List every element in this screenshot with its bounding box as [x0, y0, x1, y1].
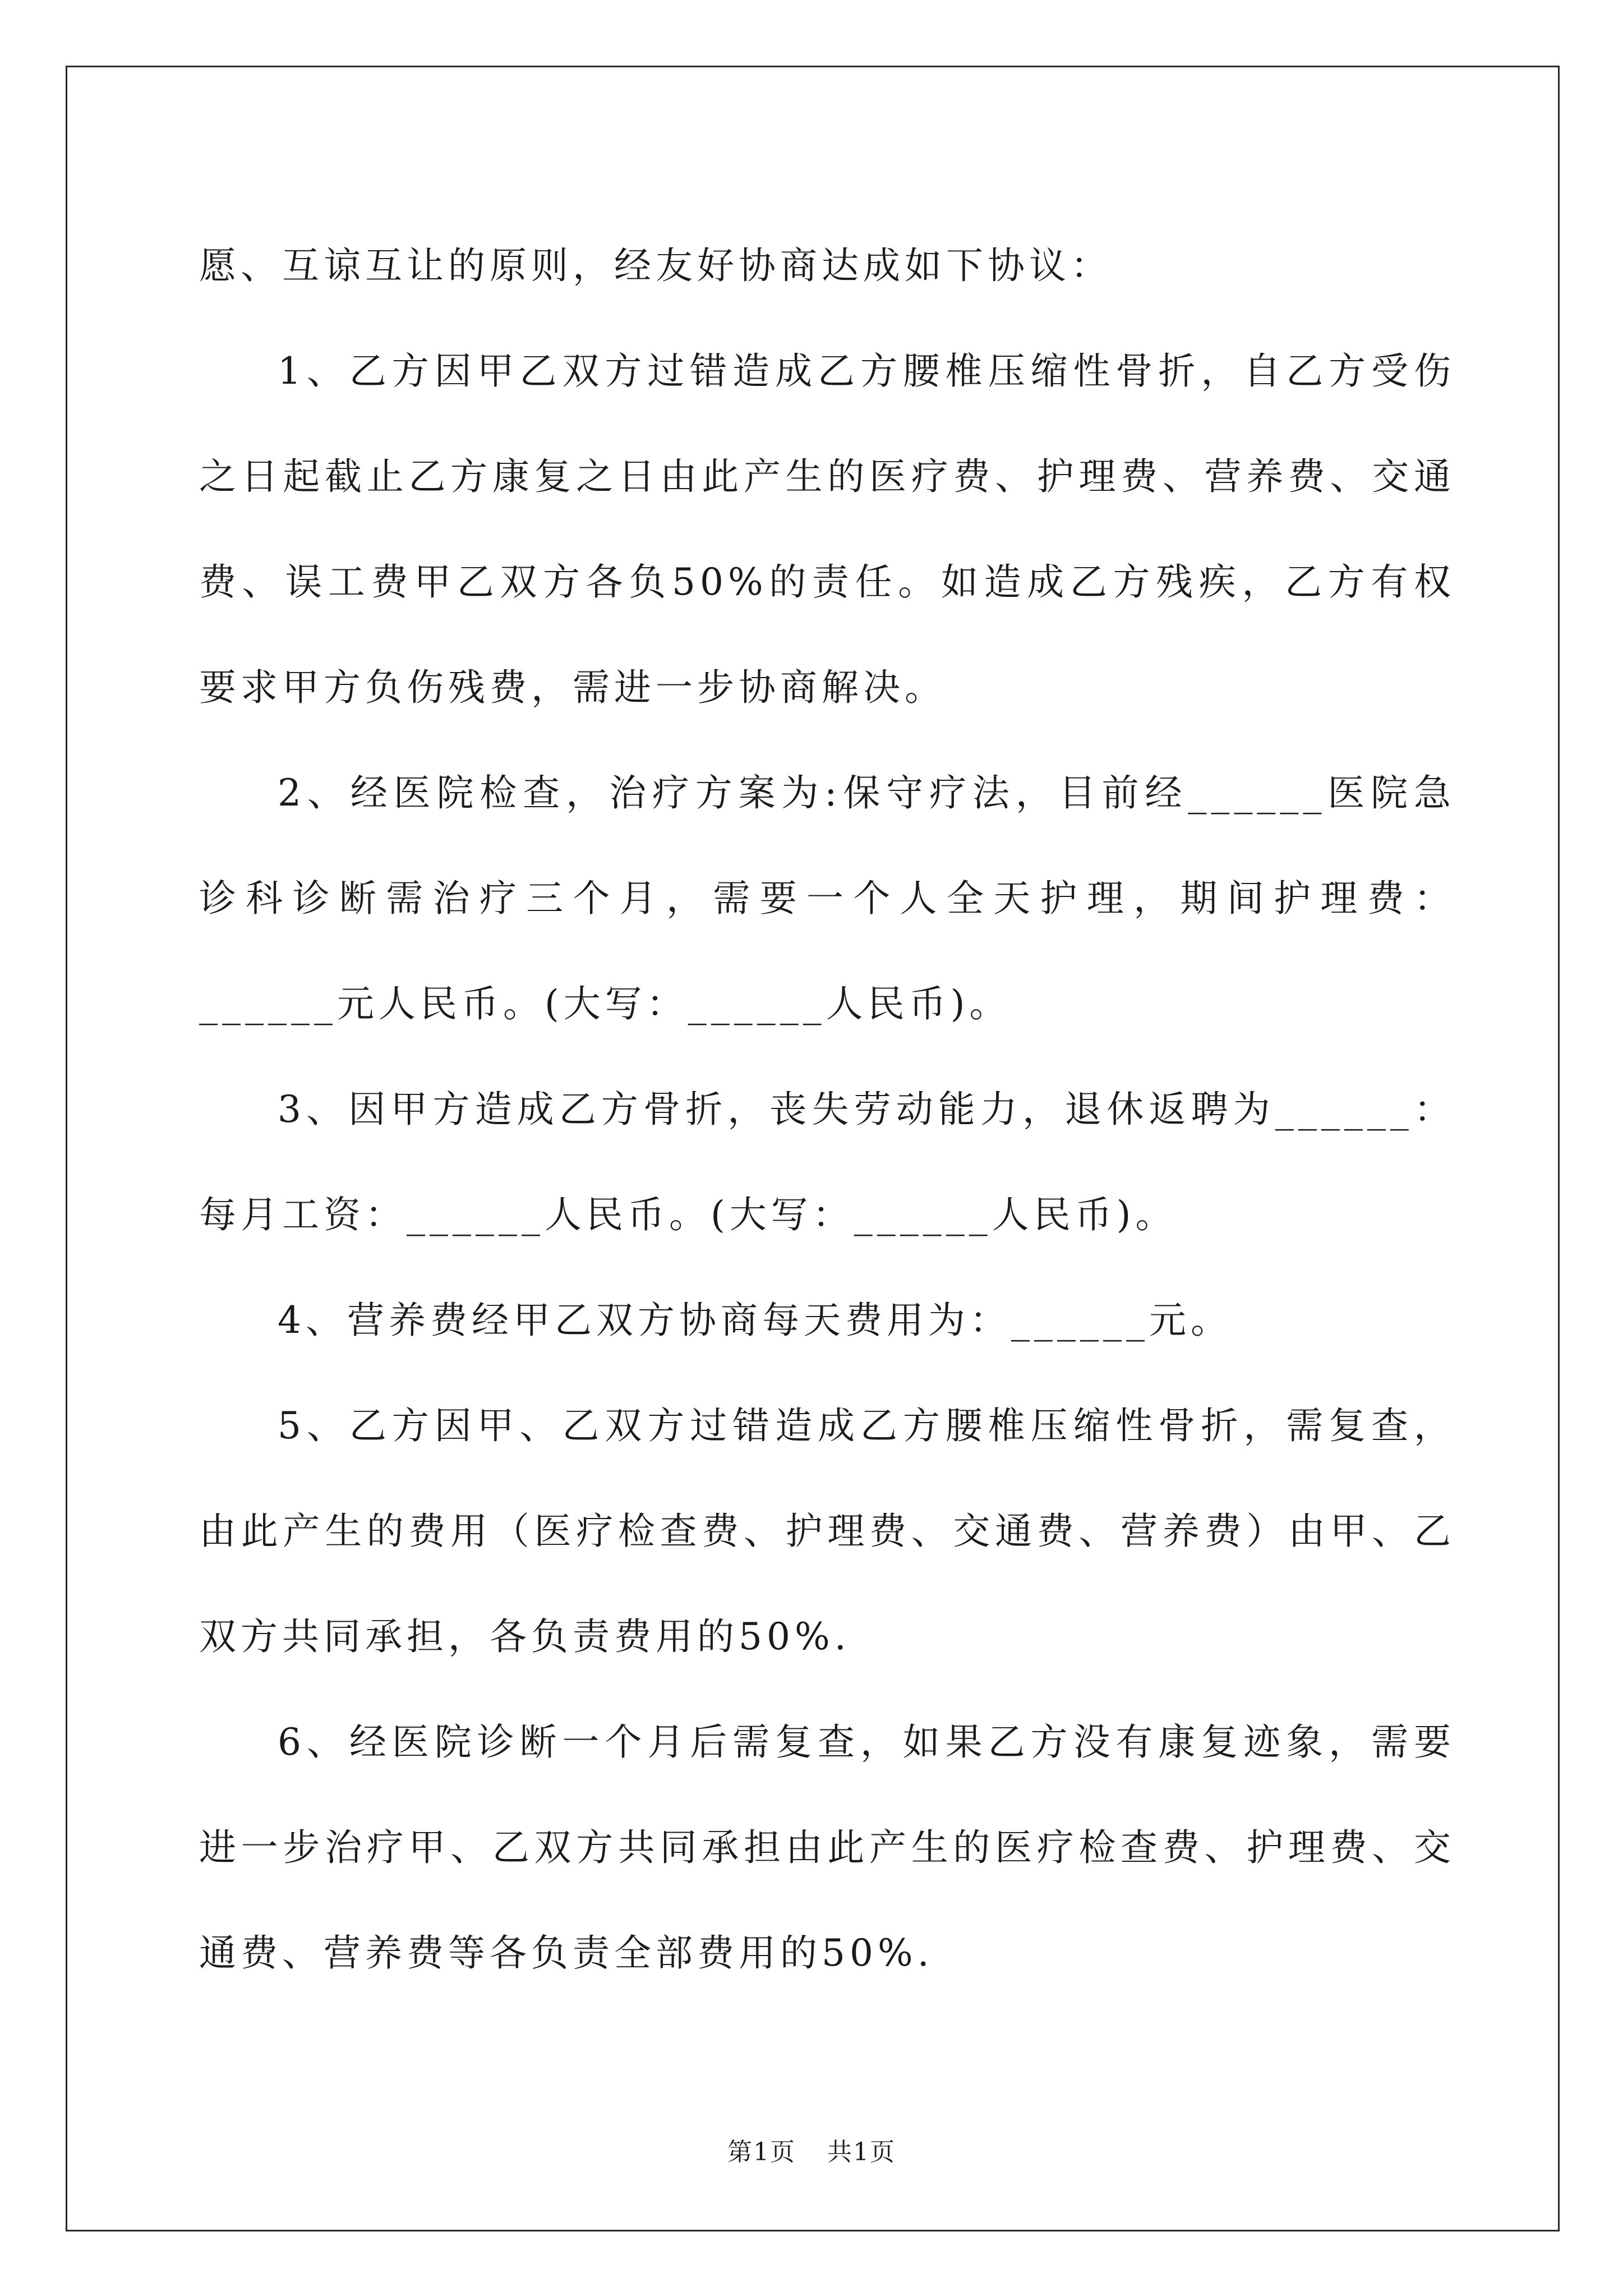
paragraph-clause-1: 1、乙方因甲乙双方过错造成乙方腰椎压缩性骨折，自乙方受伤之日起截止乙方康复之日由此产生的医疗费、护理费、营养费、交通费、误工费甲乙双方各负50%的责任。如造成乙方残疾，乙方有权要求甲方负伤残费，需进一步协商解决。	[199, 349, 1455, 709]
paragraph-clause-5: 5、乙方因甲、乙双方过错造成乙方腰椎压缩性骨折，需复查，由此产生的费用（医疗检查费、护理费、交通费、营养费）由甲、乙双方共同承担，各负责费用的50%.	[199, 1404, 1455, 1658]
page-total: 共1页	[827, 2138, 896, 2166]
paragraph-clause-4: 4、营养费经甲乙双方协商每天费用为：______元。	[278, 1299, 1232, 1342]
paragraph-clause-2: 2、经医院检查，治疗方案为:保守疗法，目前经______医院急诊科诊断需治疗三个月，需要一个人全天护理，期间护理费：______元人民币。(大写：______人民币)。	[199, 771, 1455, 1025]
document-body	[199, 213, 1455, 2006]
paragraph-clause-3: 3、因甲方造成乙方骨折，丧失劳动能力，退休返聘为______：每月工资：______人民币。(大写：______人民币)。	[199, 1088, 1455, 1236]
page-number: 第1页	[727, 2138, 796, 2166]
page-footer	[0, 2132, 1623, 2168]
paragraph-intro: 愿、互谅互让的原则，经友好协商达成如下协议：	[199, 244, 1112, 287]
paragraph-clause-6: 6、经医院诊断一个月后需复查，如果乙方没有康复迹象，需要进一步治疗甲、乙双方共同承担由此产生的医疗检查费、护理费、交通费、营养费等各负责全部费用的50%.	[199, 1720, 1455, 1975]
